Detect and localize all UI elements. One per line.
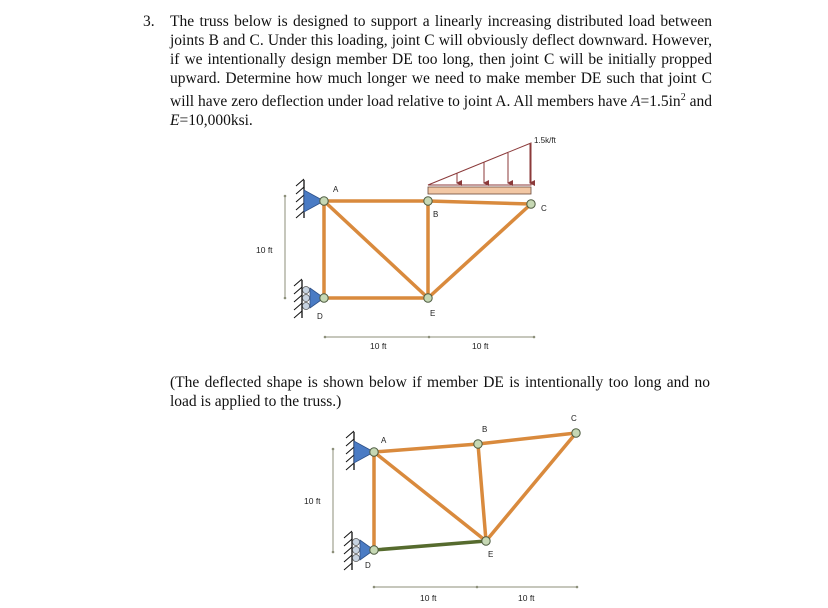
joint-b bbox=[474, 440, 482, 448]
modulus-symbol: E bbox=[170, 112, 180, 130]
joint-e bbox=[482, 537, 490, 545]
joint-d bbox=[370, 546, 378, 554]
label-e: E bbox=[430, 309, 436, 318]
joint-e bbox=[424, 294, 432, 302]
distributed-load bbox=[428, 136, 557, 194]
area-symbol: A bbox=[631, 93, 641, 111]
deflected-shape-caption: (The deflected shape is shown below if member DE is intentionally too long and no load is applied to the truss.) bbox=[170, 374, 710, 410]
pin-support-a bbox=[296, 179, 324, 218]
joints bbox=[370, 429, 580, 554]
joint-a bbox=[370, 448, 378, 456]
joiner-text: and bbox=[685, 93, 712, 111]
joint-c bbox=[572, 429, 580, 437]
area-exponent: 2 bbox=[680, 92, 686, 103]
span1-label: 10 ft bbox=[420, 593, 437, 603]
label-c: C bbox=[541, 204, 547, 213]
span2-label: 10 ft bbox=[518, 593, 535, 603]
member-de-lengthened bbox=[374, 541, 486, 550]
area-value: =1.5in bbox=[640, 93, 681, 111]
problem-number: 3. bbox=[143, 13, 155, 30]
member-ce bbox=[486, 433, 576, 541]
member-ab bbox=[374, 444, 478, 452]
joint-c bbox=[527, 200, 535, 208]
label-a: A bbox=[381, 436, 387, 445]
joint-a bbox=[320, 197, 328, 205]
member-ae bbox=[374, 452, 486, 541]
span2-label: 10 ft bbox=[472, 341, 489, 351]
member-ce bbox=[428, 204, 531, 298]
truss-members bbox=[324, 201, 531, 298]
label-d: D bbox=[365, 561, 371, 570]
label-b: B bbox=[433, 210, 439, 219]
figure-2 bbox=[304, 414, 580, 603]
figure-1 bbox=[256, 136, 557, 351]
joint-d bbox=[320, 294, 328, 302]
member-ae bbox=[324, 201, 428, 298]
load-triangle bbox=[428, 143, 531, 185]
label-e: E bbox=[488, 550, 494, 559]
label-a: A bbox=[333, 185, 339, 194]
height-label: 10 ft bbox=[304, 496, 321, 506]
label-b: B bbox=[482, 425, 488, 434]
member-bc bbox=[478, 433, 576, 444]
load-label: 1.5k/ft bbox=[534, 136, 556, 145]
load-bar bbox=[428, 187, 531, 194]
problem-body: The truss below is designed to support a linearly increasing distributed load between joints B and C. Under this loading, joint C will obviously deflect downward. However, if we intentionally design member DE too long, then joint C will be initially propped upward. Determine how much longer we need to make member DE such that joint C will have zero deflection under load relative to joint A. All members have bbox=[170, 13, 712, 111]
label-d: D bbox=[317, 312, 323, 321]
span1-label: 10 ft bbox=[370, 341, 387, 351]
height-label: 10 ft bbox=[256, 245, 273, 255]
joint-b bbox=[424, 197, 432, 205]
modulus-value: =10,000ksi. bbox=[179, 112, 253, 130]
label-c: C bbox=[571, 414, 577, 423]
deflected-members bbox=[374, 433, 576, 550]
member-bc bbox=[428, 201, 531, 204]
member-be bbox=[478, 444, 486, 541]
